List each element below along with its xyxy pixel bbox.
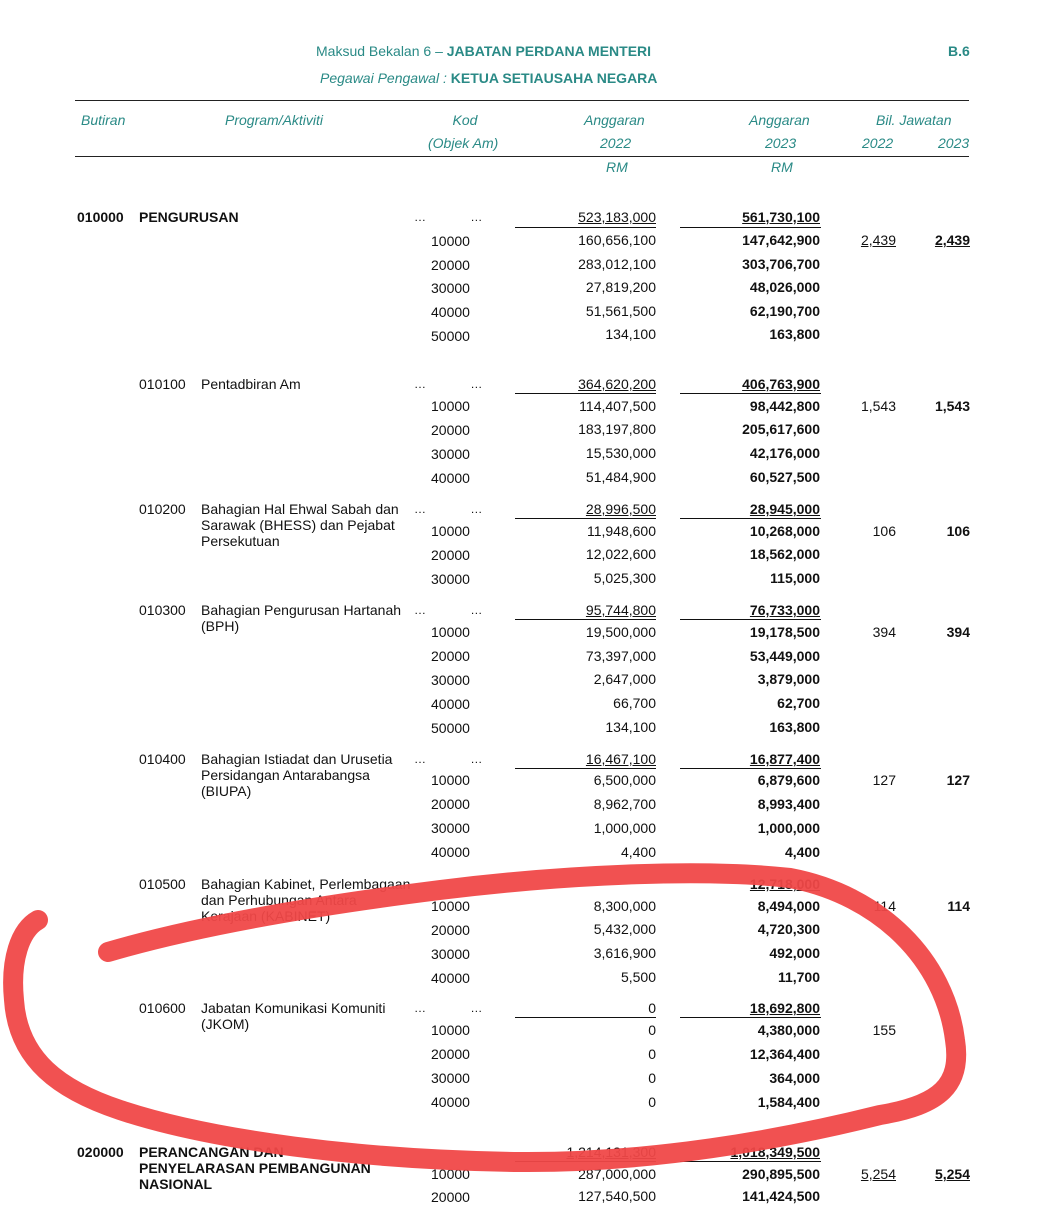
total-2023: 561,730,100 — [742, 209, 820, 225]
amount-2022: 127,540,500 — [578, 1188, 656, 1204]
object-code: 20000 — [431, 257, 470, 273]
object-code: 40000 — [431, 844, 470, 860]
leader-dots: … … — [414, 377, 484, 391]
object-code: 30000 — [431, 446, 470, 462]
col-anggaran-2022: Anggaran — [584, 112, 645, 128]
section-title: Bahagian Istiadat dan Urusetia Persidangan Antarabangsa (BIUPA) — [201, 751, 393, 799]
object-code: 20000 — [431, 422, 470, 438]
amount-2022: 27,819,200 — [585, 279, 656, 295]
col-anggaran-2022-year: 2022 — [600, 135, 632, 151]
object-code: 10000 — [431, 233, 470, 249]
total-2023: 12,718,000 — [749, 876, 820, 892]
total-rule-2022 — [515, 1017, 656, 1018]
total-rule-2022 — [515, 227, 656, 228]
posts-2023: 114 — [947, 898, 970, 914]
total-rule-2023 — [680, 768, 821, 769]
section-code: 010400 — [139, 751, 186, 767]
section-code: 010000 — [77, 209, 124, 225]
object-code: 30000 — [431, 820, 470, 836]
amount-2023: 4,720,300 — [757, 921, 820, 937]
amount-2022: 114,407,500 — [579, 398, 656, 414]
amount-2022: 5,025,300 — [593, 570, 656, 586]
section-title: Jabatan Komunikasi Komuniti (JKOM) — [201, 1000, 386, 1032]
object-code: 10000 — [431, 398, 470, 414]
object-code: 10000 — [431, 1022, 470, 1038]
amount-2023: 1,584,400 — [757, 1094, 820, 1110]
total-2023: 28,945,000 — [749, 501, 820, 517]
col-kod-sub: (Objek Am) — [428, 135, 499, 151]
controller-heading — [320, 70, 657, 86]
section-title: PERANCANGAN DAN PENYELARASAN PEMBANGUNAN NASIONAL — [139, 1144, 371, 1192]
col-program: Program/Aktiviti — [225, 112, 324, 128]
object-code: 40000 — [431, 1094, 470, 1110]
amount-2022: 8,962,700 — [593, 796, 656, 812]
amount-2022: 5,432,000 — [593, 921, 656, 937]
amount-2022: 134,100 — [605, 719, 656, 735]
header-bottom-rule — [75, 156, 969, 157]
header-top-rule — [75, 100, 969, 101]
amount-2023: 163,800 — [769, 719, 820, 735]
amount-2023: 163,800 — [769, 326, 820, 342]
section-code: 010500 — [139, 876, 186, 892]
amount-2023: 115,000 — [770, 570, 820, 586]
object-code: 40000 — [431, 696, 470, 712]
total-rule-2022 — [515, 1161, 656, 1162]
amount-2023: 147,642,900 — [742, 232, 820, 248]
amount-2022: 2,647,000 — [593, 671, 656, 687]
amount-2023: 18,562,000 — [749, 546, 820, 562]
amount-2023: 19,178,500 — [749, 624, 820, 640]
amount-2023: 205,617,600 — [742, 421, 820, 437]
total-2022: 95,744,800 — [585, 602, 656, 618]
object-code: 30000 — [431, 1070, 470, 1086]
amount-2022: 51,561,500 — [585, 303, 656, 319]
total-2022: 16,467,100 — [585, 751, 656, 767]
total-rule-2022 — [515, 619, 656, 620]
object-code: 30000 — [431, 946, 470, 962]
object-code: 50000 — [431, 328, 470, 344]
object-code: 10000 — [431, 772, 470, 788]
posts-2022: 2,439 — [860, 232, 896, 248]
total-rule-2022 — [515, 518, 656, 519]
section-code: 010300 — [139, 602, 186, 618]
amount-2023: 364,000 — [769, 1070, 820, 1086]
object-code: 10000 — [431, 523, 470, 539]
total-2023: 1,018,349,500 — [730, 1144, 820, 1160]
leader-dots: … … — [414, 603, 484, 617]
amount-2022: 5,500 — [620, 969, 656, 985]
section-code: 010200 — [139, 501, 186, 517]
total-rule-2023 — [680, 518, 821, 519]
total-2022: 523,183,000 — [578, 209, 656, 225]
amount-2023: 62,190,700 — [749, 303, 820, 319]
total-2023: 18,692,800 — [749, 1000, 820, 1016]
amount-2023: 12,364,400 — [749, 1046, 820, 1062]
col-butiran: Butiran — [81, 112, 126, 128]
controller-prefix: Pegawai Pengawal : — [320, 70, 447, 86]
col-anggaran-2023: Anggaran — [749, 112, 810, 128]
posts-2022: 155 — [872, 1022, 896, 1038]
col-anggaran-2023-unit: RM — [771, 159, 793, 175]
amount-2023: 3,879,000 — [757, 671, 820, 687]
posts-2023: 5,254 — [934, 1166, 970, 1182]
object-code: 10000 — [431, 898, 470, 914]
amount-2023: 8,993,400 — [757, 796, 820, 812]
total-2022: 364,620,200 — [578, 376, 656, 392]
total-rule-2023 — [680, 619, 821, 620]
object-code: 20000 — [431, 1189, 470, 1205]
amount-2022: 0 — [648, 1094, 656, 1110]
amount-2023: 48,026,000 — [749, 279, 820, 295]
amount-2023: 6,879,600 — [757, 772, 820, 788]
section-title: Bahagian Hal Ehwal Sabah dan Sarawak (BHESS) dan Pejabat Persekutuan — [201, 501, 399, 549]
col-bil-2022: 2022 — [862, 135, 894, 151]
section-code: 020000 — [77, 1144, 124, 1160]
total-2022: 0 — [648, 1000, 656, 1016]
amount-2022: 15,530,000 — [585, 445, 656, 461]
posts-2023: 1,543 — [934, 398, 970, 414]
total-rule-2022 — [515, 768, 656, 769]
amount-2022: 19,500,000 — [585, 624, 656, 640]
amount-2023: 10,268,000 — [749, 523, 820, 539]
leader-dots: … … — [414, 1001, 484, 1015]
object-code: 30000 — [431, 280, 470, 296]
amount-2023: 8,494,000 — [757, 898, 820, 914]
col-bil-jawatan: Bil. Jawatan — [876, 112, 952, 128]
total-rule-2023 — [680, 1161, 821, 1162]
object-code: 40000 — [431, 470, 470, 486]
section-title: Bahagian Pengurusan Hartanah (BPH) — [201, 602, 402, 634]
amount-2023: 11,700 — [777, 969, 820, 985]
total-2022: 28,996,500 — [585, 501, 656, 517]
posts-2022: 394 — [872, 624, 896, 640]
object-code: 20000 — [431, 547, 470, 563]
posts-2023: 106 — [946, 523, 970, 539]
amount-2022: 0 — [648, 1070, 656, 1086]
amount-2023: 290,895,500 — [742, 1166, 820, 1182]
col-kod: Kod — [452, 112, 478, 128]
posts-2022: 1,543 — [860, 398, 896, 414]
amount-2022: 11,948,600 — [586, 523, 656, 539]
amount-2023: 62,700 — [777, 695, 820, 711]
amount-2022: 73,397,000 — [585, 648, 656, 664]
controller-name: KETUA SETIAUSAHA NEGARA — [450, 70, 658, 86]
object-code: 50000 — [431, 720, 470, 736]
col-bil-2023: 2023 — [938, 135, 970, 151]
posts-2023: 2,439 — [934, 232, 970, 248]
amount-2023: 42,176,000 — [749, 445, 820, 461]
object-code: 20000 — [431, 648, 470, 664]
total-2022: 1,214,131,300 — [566, 1144, 656, 1160]
total-2023: 76,733,000 — [749, 602, 820, 618]
col-anggaran-2022-unit: RM — [606, 159, 628, 175]
amount-2022: 0 — [648, 1022, 656, 1038]
leader-dots: … … — [414, 502, 484, 516]
object-code: 30000 — [431, 571, 470, 587]
amount-2022: 183,197,800 — [578, 421, 656, 437]
amount-2022: 0 — [648, 1046, 656, 1062]
amount-2022: 1,000,000 — [593, 820, 656, 836]
leader-dots: … … — [414, 210, 484, 224]
section-code: 010600 — [139, 1000, 186, 1016]
amount-2022: 12,022,600 — [585, 546, 656, 562]
section-title: Pentadbiran Am — [201, 376, 301, 392]
vote-prefix: Maksud Bekalan 6 – — [316, 43, 443, 59]
section-title: Bahagian Kabinet, Perlembagaan dan Perhubungan Antara Kerajaan (KABINET) — [201, 876, 411, 924]
object-code: 40000 — [431, 970, 470, 986]
total-2023: 406,763,900 — [742, 376, 820, 392]
amount-2022: 134,100 — [605, 326, 656, 342]
amount-2023: 4,400 — [784, 844, 820, 860]
posts-2022: 127 — [872, 772, 896, 788]
posts-2022: 5,254 — [860, 1166, 896, 1182]
amount-2022: 6,500,000 — [593, 772, 656, 788]
amount-2022: 66,700 — [613, 695, 656, 711]
amount-2023: 141,424,500 — [742, 1188, 820, 1204]
posts-2023: 394 — [946, 624, 970, 640]
amount-2022: 287,000,000 — [578, 1166, 656, 1182]
object-code: 10000 — [431, 1166, 470, 1182]
section-code: 010100 — [139, 376, 186, 392]
amount-2023: 4,380,000 — [757, 1022, 820, 1038]
total-rule-2022 — [515, 393, 656, 394]
amount-2023: 53,449,000 — [749, 648, 820, 664]
object-code: 20000 — [431, 796, 470, 812]
posts-2022: 106 — [872, 523, 896, 539]
object-code: 40000 — [431, 304, 470, 320]
vote-heading — [316, 43, 651, 59]
object-code: 20000 — [431, 1046, 470, 1062]
amount-2023: 492,000 — [769, 945, 820, 961]
amount-2022: 4,400 — [620, 844, 656, 860]
leader-dots: … … — [414, 752, 484, 766]
section-title: PENGURUSAN — [139, 209, 239, 225]
amount-2023: 303,706,700 — [742, 256, 820, 272]
vote-name: JABATAN PERDANA MENTERI — [446, 43, 652, 59]
object-code: 20000 — [431, 922, 470, 938]
amount-2022: 3,616,900 — [593, 945, 656, 961]
total-rule-2023 — [680, 227, 821, 228]
page-code: B.6 — [948, 43, 970, 59]
total-rule-2023 — [680, 393, 821, 394]
amount-2022: 8,300,000 — [593, 898, 656, 914]
amount-2022: 283,012,100 — [578, 256, 656, 272]
col-anggaran-2023-year: 2023 — [765, 135, 797, 151]
object-code: 10000 — [431, 624, 470, 640]
amount-2023: 98,442,800 — [749, 398, 820, 414]
total-2023: 16,877,400 — [749, 751, 820, 767]
posts-2023: 127 — [946, 772, 970, 788]
amount-2023: 1,000,000 — [757, 820, 820, 836]
object-code: 30000 — [431, 672, 470, 688]
posts-2022: 114 — [873, 898, 896, 914]
total-rule-2023 — [680, 1017, 821, 1018]
amount-2022: 160,656,100 — [578, 232, 656, 248]
amount-2023: 60,527,500 — [749, 469, 820, 485]
amount-2022: 51,484,900 — [585, 469, 656, 485]
